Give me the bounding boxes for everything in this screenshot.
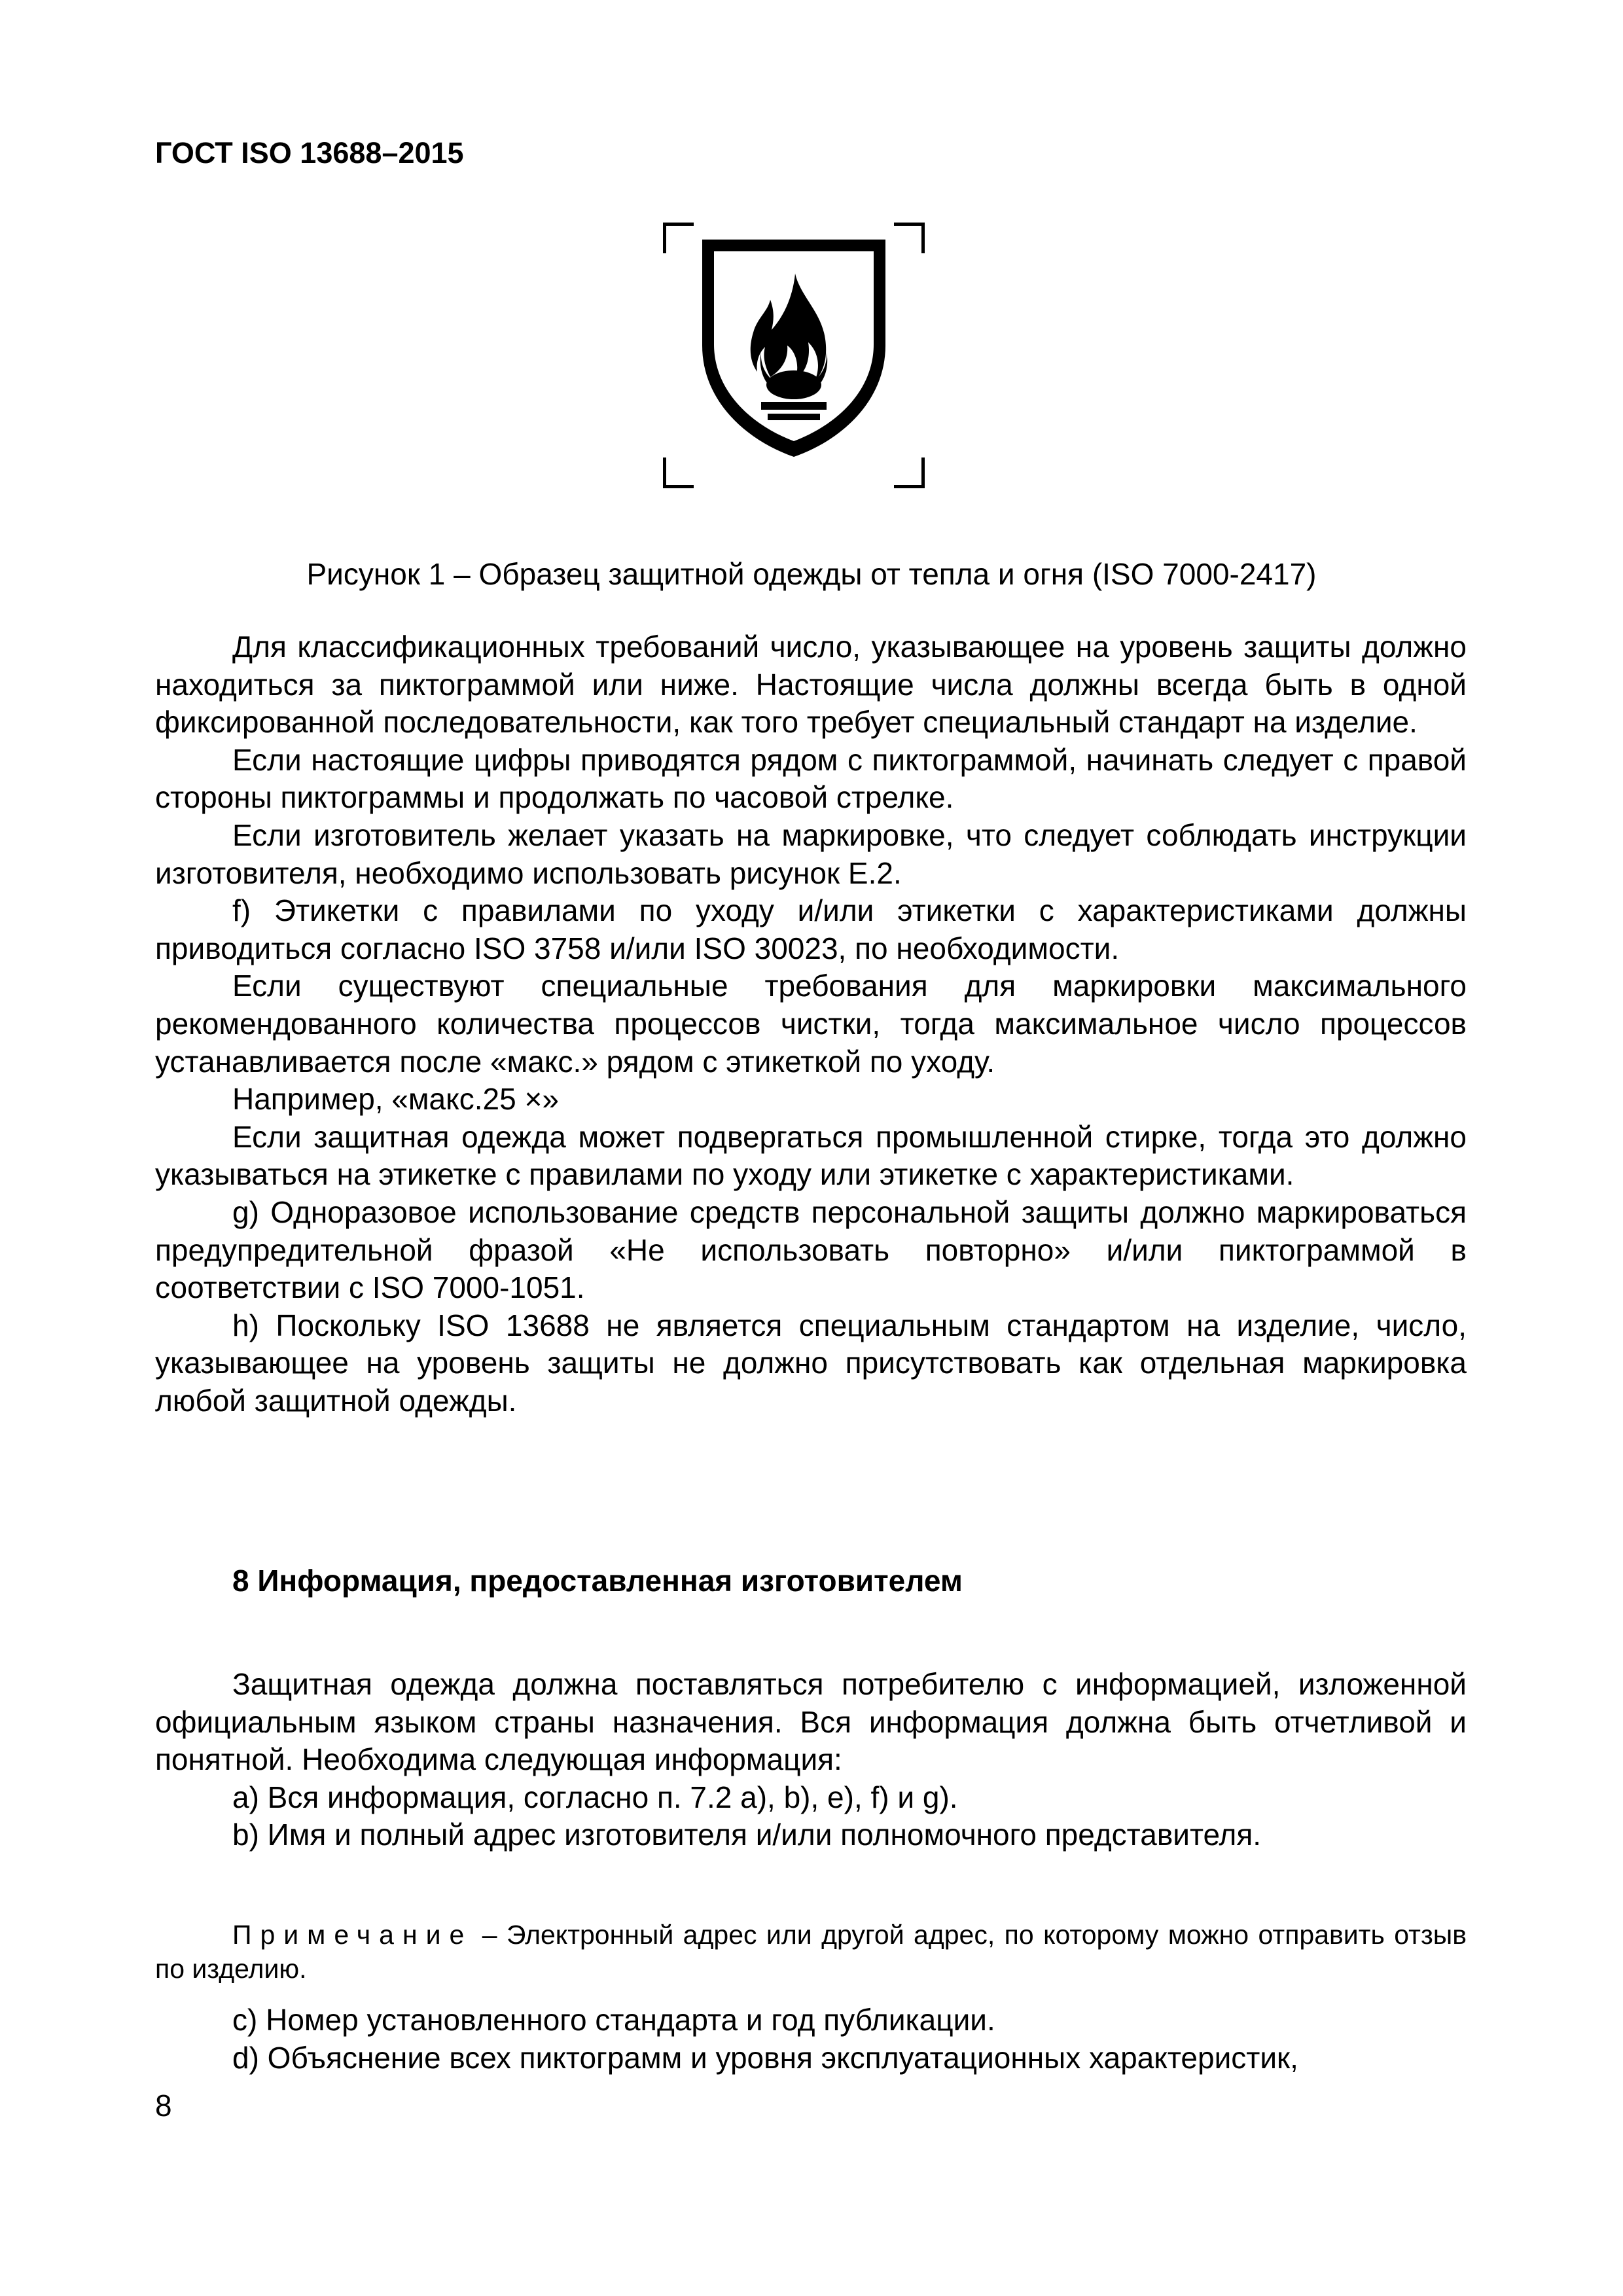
section-body — [155, 1666, 1467, 1854]
note-label: Примечание — [232, 1920, 473, 1950]
paragraph: Если изготовитель желает указать на маркировке, что следует соблюдать инструкции изготовителя, необходимо использовать рисунок E.2. — [155, 817, 1467, 890]
crop-mark-bottom-left — [663, 457, 694, 488]
list-item-h: h) Поскольку ISO 13688 не является специальным стандартом на изделие, число, указывающее на уровень защиты не должно присутствовать как отдельная маркировка любой защитной одежды. — [155, 1308, 1467, 1418]
paragraph: Если существуют специальные требования для маркировки максимального рекомендованного количества процессов чистки, тогда максимальное число процессов устанавливается после «макс.» рядом с этикеткой по уходу. — [155, 969, 1467, 1079]
section-body-continued — [155, 2001, 1467, 2077]
crop-mark-top-left — [663, 223, 694, 253]
crop-mark-top-right — [894, 223, 925, 253]
list-item-c: c) Номер установленного стандарта и год публикации. — [232, 2003, 995, 2037]
paragraph: Если настоящие цифры приводятся рядом с пиктограммой, начинать следует с правой стороны пиктограммы и продолжать по часовой стрелке. — [155, 742, 1467, 815]
list-item-b: b) Имя и полный адрес изготовителя и/или полномочного представителя. — [232, 1818, 1262, 1852]
list-item-f: f) Этикетки с правилами по уходу и/или этикетки с характеристиками должны приводиться согласно ISO 3758 и/или ISO 30023, по необходимости. — [155, 893, 1467, 965]
list-item-g: g) Одноразовое использование средств персональной защиты должно маркироваться предупредительной фразой «Не использовать повторно» и/или пиктограммой в соответствии с ISO 7000-1051. — [155, 1194, 1467, 1305]
section-heading: 8 Информация, предоставленная изготовителем — [232, 1564, 963, 1598]
crop-mark-bottom-right — [894, 457, 925, 488]
list-item-d: d) Объяснение всех пиктограмм и уровня эксплуатационных характеристик, — [232, 2040, 1298, 2075]
note-text: – Электронный адрес или другой адрес, по которому можно отправить отзыв по изделию. — [155, 1920, 1467, 1984]
page-number: 8 — [155, 2089, 172, 2123]
list-item-a: a) Вся информация, согласно п. 7.2 a), b), e), f) и g). — [232, 1780, 958, 1814]
note — [155, 1918, 1467, 1986]
paragraph: Если защитная одежда может подвергаться промышленной стирке, тогда это должно указываться на этикетке с правилами по уходу или этикетке с характеристиками. — [155, 1119, 1467, 1192]
paragraph-example: Например, «макс.25 ×» — [232, 1082, 559, 1117]
figure-caption: Рисунок 1 – Образец защитной одежды от тепла и огня (ISO 7000-2417) — [306, 557, 1317, 591]
paragraph: Для классификационных требований число, указывающее на уровень защиты должно находиться за пиктограммой или ниже. Настоящие числа должны всегда быть в одной фиксированной последовательности, как того требует специальный стандарт на изделие. — [155, 630, 1467, 740]
flame-on-shield-icon — [697, 234, 891, 461]
document-header: ГОСТ ISO 13688–2015 — [155, 136, 464, 170]
figure-frame — [663, 223, 925, 488]
body-text — [155, 628, 1467, 1420]
section-intro: Защитная одежда должна поставляться потребителю с информацией, изложенной официальным языком страны назначения. Вся информация должна быть отчетливой и понятной. Необходима следующая информация: — [155, 1667, 1467, 1777]
